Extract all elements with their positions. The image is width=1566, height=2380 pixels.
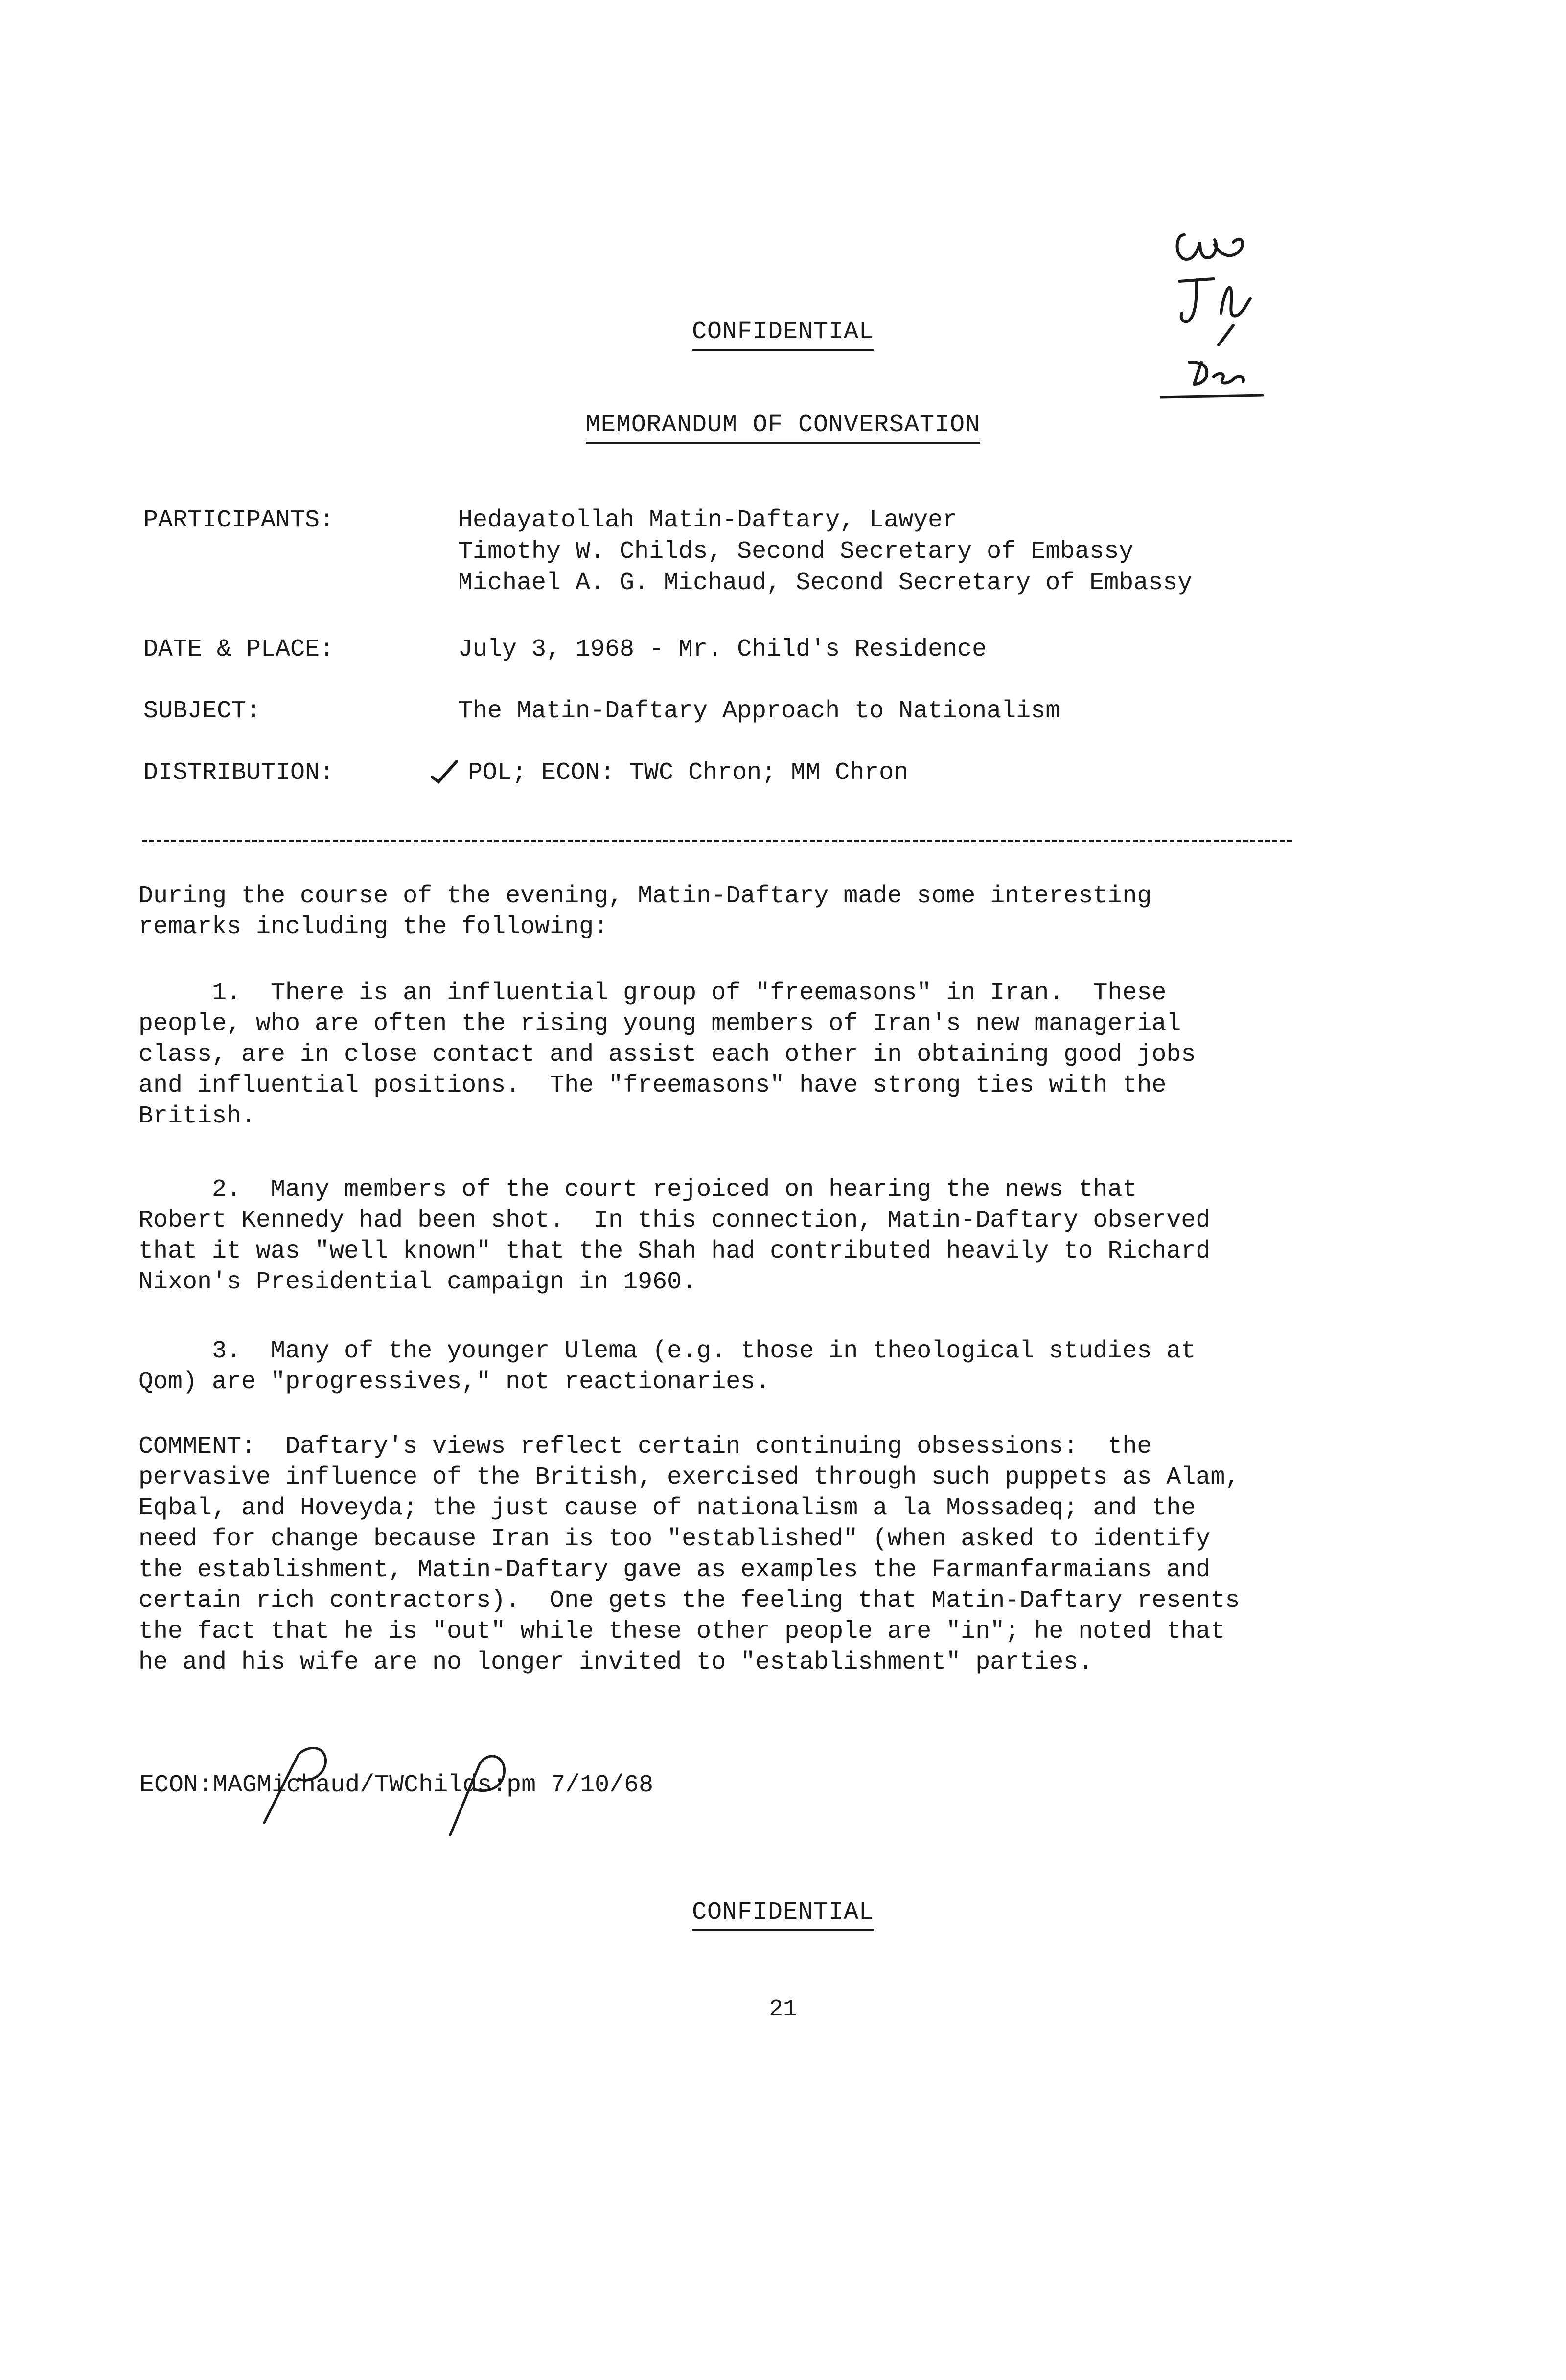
initials-scribble: [245, 1744, 519, 1837]
subject-label: SUBJECT:: [143, 697, 261, 725]
page-number: 21: [769, 1996, 797, 2023]
classification-top: [0, 318, 1566, 351]
distribution-row: [143, 757, 1440, 789]
classification-top-text: CONFIDENTIAL: [692, 318, 874, 351]
classification-bottom: [0, 1899, 1566, 1931]
handwritten-annotation: [1160, 215, 1277, 411]
subject-row: [143, 696, 1440, 727]
date-place-label: DATE & PLACE:: [143, 636, 335, 664]
document-title-text: MEMORANDUM OF CONVERSATION: [586, 411, 980, 444]
check-mark-icon: [430, 757, 459, 787]
distribution-label: DISTRIBUTION:: [143, 759, 335, 787]
drafting-line: ECON:MAGMichaud/TWChilds:pm 7/10/68: [139, 1771, 654, 1799]
distribution-value: POL; ECON: TWC Chron; MM Chron: [468, 759, 909, 787]
header-divider: [142, 840, 1292, 842]
intro-paragraph: During the course of the evening, Matin-Daftary made some interesting remarks including the following:: [138, 882, 1152, 941]
participants-row: [143, 505, 1440, 603]
item-3-paragraph: 3. Many of the younger Ulema (e.g. those in theological studies at Qom) are "progressives," not reactionaries.: [138, 1337, 1196, 1396]
participant-1: Hedayatollah Matin-Daftary, Lawyer: [458, 506, 958, 534]
subject-value: The Matin-Daftary Approach to Nationalism: [458, 697, 1060, 725]
comment-paragraph: COMMENT: Daftary's views reflect certain continuing obsessions: the pervasive influence of the British, exercised through such puppets as Alam, Eqbal, and Hoveyda; the just cause of nationalism a la Mossadeq; and the need for change because Iran is too "established" (when asked to identify the establishment, Matin-Daftary gave as examples the Farmanfarmaians and certain rich contractors). One gets the feeling that Matin-Daftary resents the fact that he is "out" while these other people are "in"; he noted that he and his wife are no longer invited to "establishment" parties.: [138, 1433, 1240, 1676]
participant-2: Timothy W. Childs, Second Secretary of Embassy: [458, 538, 1134, 566]
item-2-paragraph: 2. Many members of the court rejoiced on hearing the news that Robert Kennedy had been shot. In this connection, Matin-Daftary observed that it was "well known" that the Shah had contributed heavily to Richard Nixon's Presidential campaign in 1960.: [138, 1176, 1211, 1296]
date-place-value: July 3, 1968 - Mr. Child's Residence: [458, 636, 987, 664]
participants-list: [458, 505, 1192, 599]
participants-label: PARTICIPANTS:: [143, 506, 335, 534]
date-place-row: [143, 634, 1440, 665]
item-1-paragraph: 1. There is an influential group of "freemasons" in Iran. These people, who are often the rising young members of Iran's new managerial class, are in close contact and assist each other in obtaining good jobs and influential positions. The "freemasons" have strong ties with the British.: [138, 979, 1196, 1130]
participant-3: Michael A. G. Michaud, Second Secretary of Embassy: [458, 569, 1193, 597]
classification-bottom-text: CONFIDENTIAL: [692, 1899, 874, 1931]
document-title: [0, 411, 1566, 444]
